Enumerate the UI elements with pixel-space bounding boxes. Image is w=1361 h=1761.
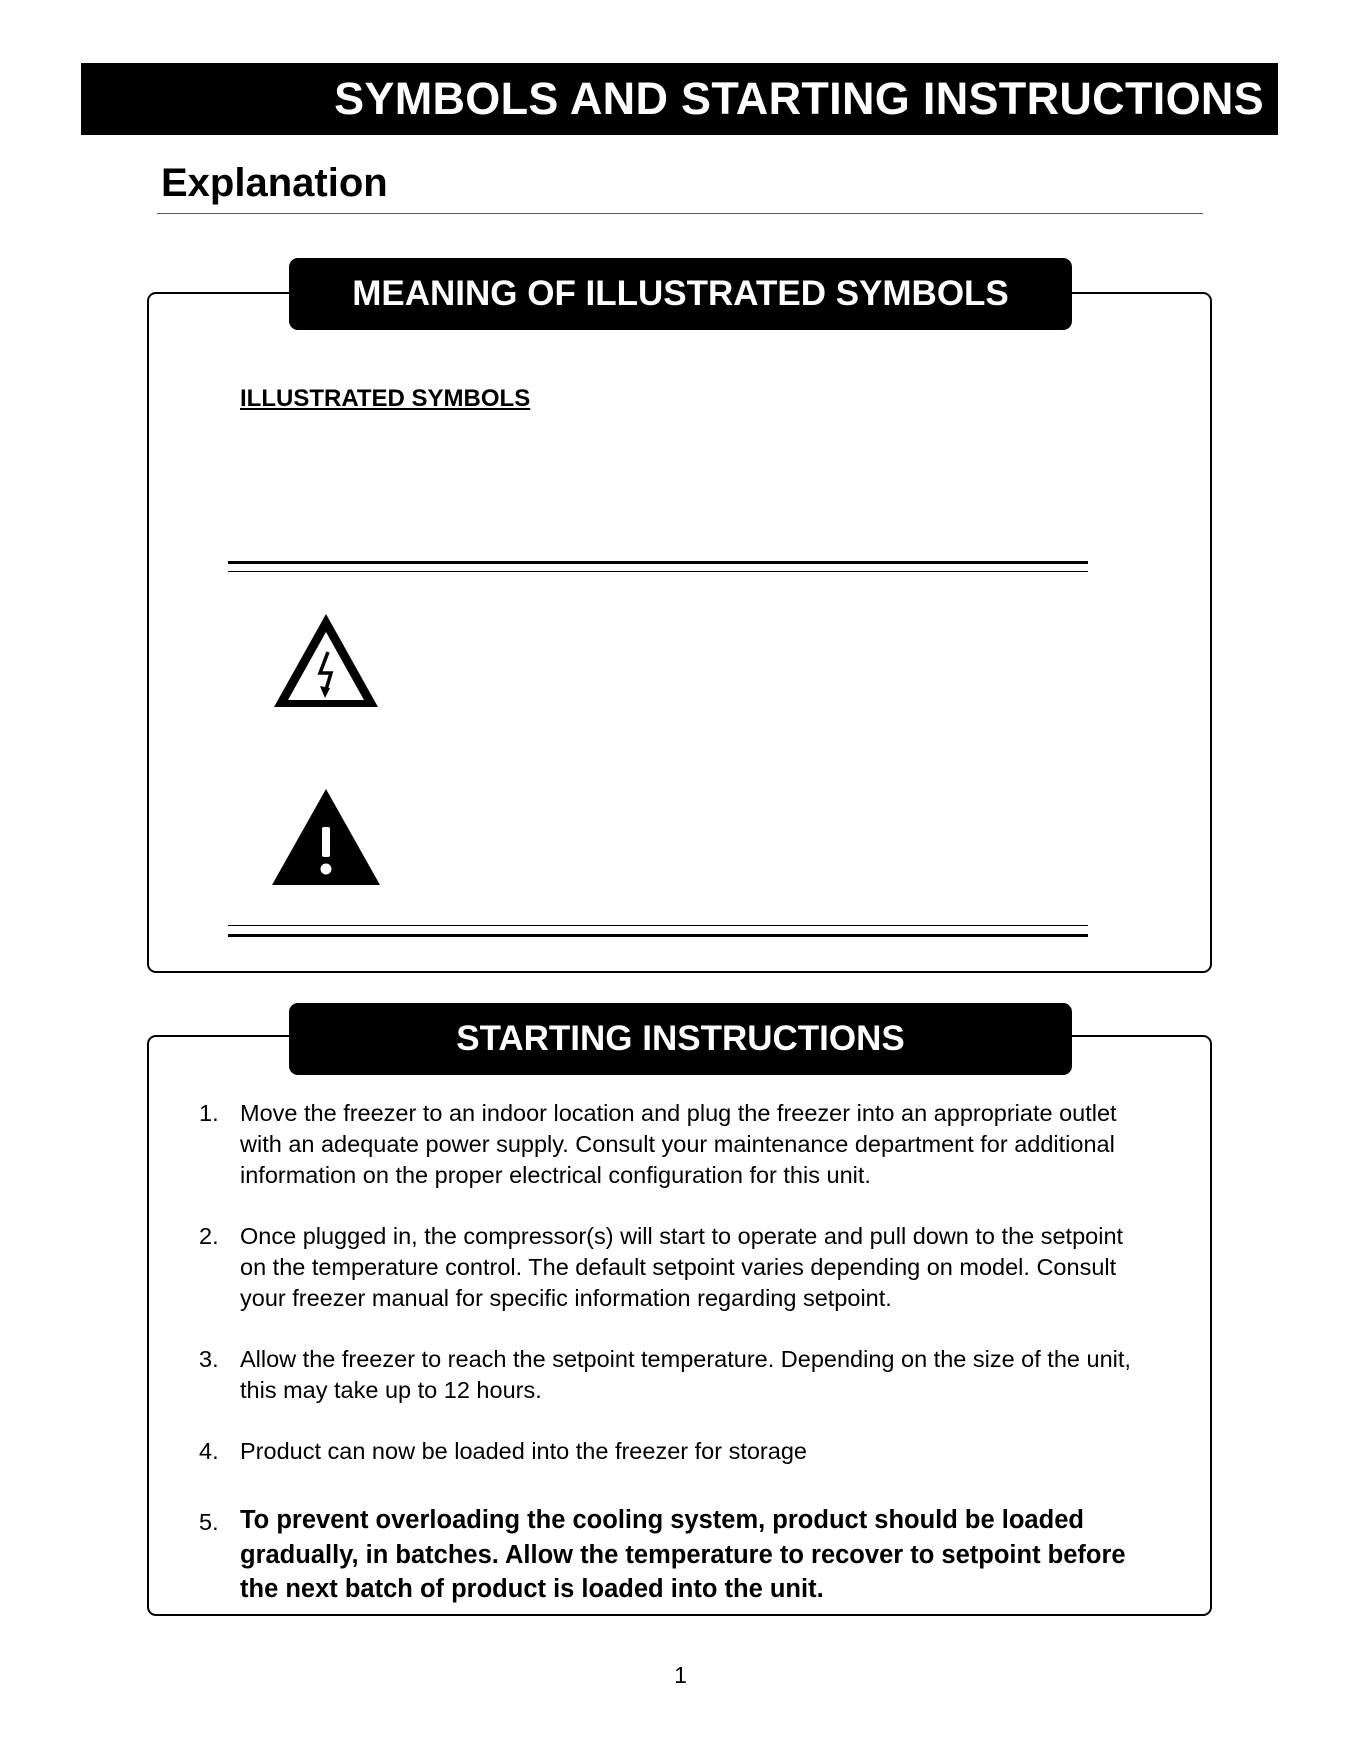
instruction-step [193,1221,1133,1314]
symbols-top-divider [228,561,1088,572]
step-text: Move the freezer to an indoor location and plug the freezer into an appropriate outlet with an adequate power supply. Consult your maintenance department for additional information on the proper electrical configuration for this unit. [240,1100,1117,1188]
header-bar [81,63,1278,135]
step-text: Product can now be loaded into the freezer for storage [240,1438,807,1464]
instruction-step [193,1344,1133,1406]
step-number: 4. [199,1438,219,1464]
section-divider [157,213,1203,214]
instruction-step-warning [193,1503,1133,1607]
symbols-panel-tab [289,258,1072,330]
symbols-panel-title: MEANING OF ILLUSTRATED SYMBOLS [352,274,1009,313]
instruction-step [193,1098,1133,1191]
section-title: Explanation [161,161,388,205]
starting-instructions-title: STARTING INSTRUCTIONS [456,1019,905,1058]
instruction-step [193,1436,1133,1467]
symbols-bottom-divider [228,925,1088,937]
page-header-title: SYMBOLS AND STARTING INSTRUCTIONS [334,73,1264,124]
starting-instructions-tab [289,1003,1072,1075]
illustrated-symbols-heading: ILLUSTRATED SYMBOLS [240,385,531,412]
step-number: 5. [199,1509,219,1535]
electrical-hazard-icon [270,610,382,710]
step-text: To prevent overloading the cooling system, product should be loaded gradually, in batches. Allow the temperature to recover to setpoint before the next batch of product is loaded into the unit. [240,1506,1126,1603]
step-text: Once plugged in, the compressor(s) will start to operate and pull down to the setpoint on the temperature control. The default setpoint varies depending on model. Consult your freezer manual for specific information regarding setpoint. [240,1223,1124,1311]
step-number: 1. [199,1100,219,1126]
step-text: Allow the freezer to reach the setpoint temperature. Depending on the size of the unit, this may take up to 12 hours. [240,1346,1131,1403]
page-number: 1 [674,1662,687,1688]
warning-exclamation-icon [270,787,382,887]
step-number: 2. [199,1223,219,1249]
instruction-list [193,1098,1133,1637]
step-number: 3. [199,1346,219,1372]
